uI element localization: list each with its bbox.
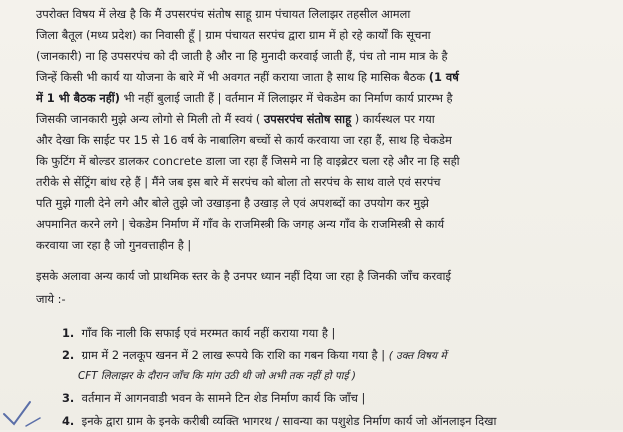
item-number: 1. [62,326,75,340]
handwritten-note-continued: CFT लिलाझर के दौरान जाँच कि मांग उठी थी जो अभी तक नहीं हो पाई ) [78,370,356,382]
intro-line-1: इसके अलावा अन्य कार्य जो प्राथमिक स्तर के है उनपर ध्यान नहीं दिया जा रहा है जिनकी जाँच करवाई [36,269,452,283]
item-text: वर्तमान में आगनवाडी भवन के सामने टिन शेड निर्माण कार्य कि जाँच | [81,391,366,405]
text-segment: जिन्हें किसी भी कार्य या योजना के बारे में भी अवगत नहीं कराया जाता है साथ हि मासिक बैठक [36,70,429,84]
item-text: ग्राम में 2 नलकूप खनन में 2 लाख रूपये कि राशि का गबन किया गया है | [81,348,389,362]
paragraph-line [36,46,608,67]
text-segment: तरीके से सेंट्रिंग बांध रहे हैं | मैंने जब इस बारे में सरपंच को बोला तो सरपंच के साथ वाले एवं सरपंच [36,175,441,189]
paragraph-line [36,25,608,46]
paragraph-line [36,130,608,151]
text-segment: अपमानित करने लगे | चेकडेम निर्माण में गाँव के राजमिस्त्री कि जगह अन्य गाँव के राजमिस्त्री से कार्य [36,217,445,231]
item-text: इनके द्वारा ग्राम के इनके करीबी व्यक्ति भागरथ / सावन्या का पशुशेड निर्माण कार्य जो ऑनलाइन दिखा [81,414,497,428]
intro-line-2: जाये :- [36,292,66,306]
bold-text: उपसरपंच संतोष साहू [264,112,352,126]
bold-text: (1 वर्ष [428,70,459,84]
text-segment: और देखा कि साईट पर 15 से 16 वर्ष के नाबालिग बच्चों से कार्य करवाया जा रहा हैं, साथ हि चेकडेम [36,133,452,147]
paragraph-line [36,4,608,25]
pen-tick-mark [0,396,60,430]
paragraph-line [36,235,608,256]
text-segment: जिसकी जानकारी मुझे अन्य लोगो से मिली तो मैं स्वयं ( [36,112,264,126]
text-segment: जिला बैतूल (मध्य प्रदेश) का निवासी हूँ | ग्राम पंचायत सरपंच द्वारा ग्राम में हो रहे कार्यों कि सूचना [36,28,431,42]
text-segment: (जानकारी) ना हि उपसरपंच को दी जाती है और ना हि मुनादी करवाई जाती हैं, पंच तो नाम मात्र के है [36,49,448,63]
additional-issues-intro [36,265,608,311]
list-item [62,321,618,346]
item-text: गाँव कि नाली कि सफाई एवं मरम्मत कार्य नहीं कराया गया है | [81,326,336,340]
handwritten-note: ( उक्त विषय में [388,350,447,362]
paragraph-line [36,172,608,193]
text-segment: कि फुटिंग में बोल्डर डालकर concrete डाला जा रहा हैं जिसमे ना हि वाइब्रेटर चला रहे और ना हि सही [36,154,460,168]
item-number: 4. [62,414,75,428]
text-segment: उपरोक्त विषय में लेख है कि मैं उपसरपंच संतोष साहू ग्राम पंचायत लिलाझर तहसील आमला [36,7,411,21]
paragraph-line [36,151,608,172]
list-item [62,410,618,432]
list-item [62,346,618,386]
text-segment: भी नहीं बुलाई जाती हैं | वर्तमान में लिलाझर में चेकडेम का निर्माण कार्य प्रारम्भ है [119,91,453,105]
text-segment: करवाया जा रहा है जो गुनवत्ताहीन है | [36,238,192,252]
paragraph-line [36,88,608,109]
complaint-paragraph [36,4,608,256]
list-item [62,386,618,410]
text-segment: पति मुझे गाली देने लगे और बोले तुझे जो उखाड़ना है उखाड़ ले एवं अपशब्दों का उपयोग कर मुझे [36,196,429,210]
bold-text: में 1 भी बैठक नहीं) [36,91,120,105]
item-number: 2. [62,348,75,362]
item-number: 3. [62,391,75,405]
paragraph-line [36,67,608,88]
text-segment: ) कार्यस्थल पर गया [351,112,435,126]
paragraph-line [36,214,608,235]
issues-list [62,321,618,432]
paragraph-line [36,193,608,214]
paragraph-line [36,109,608,130]
